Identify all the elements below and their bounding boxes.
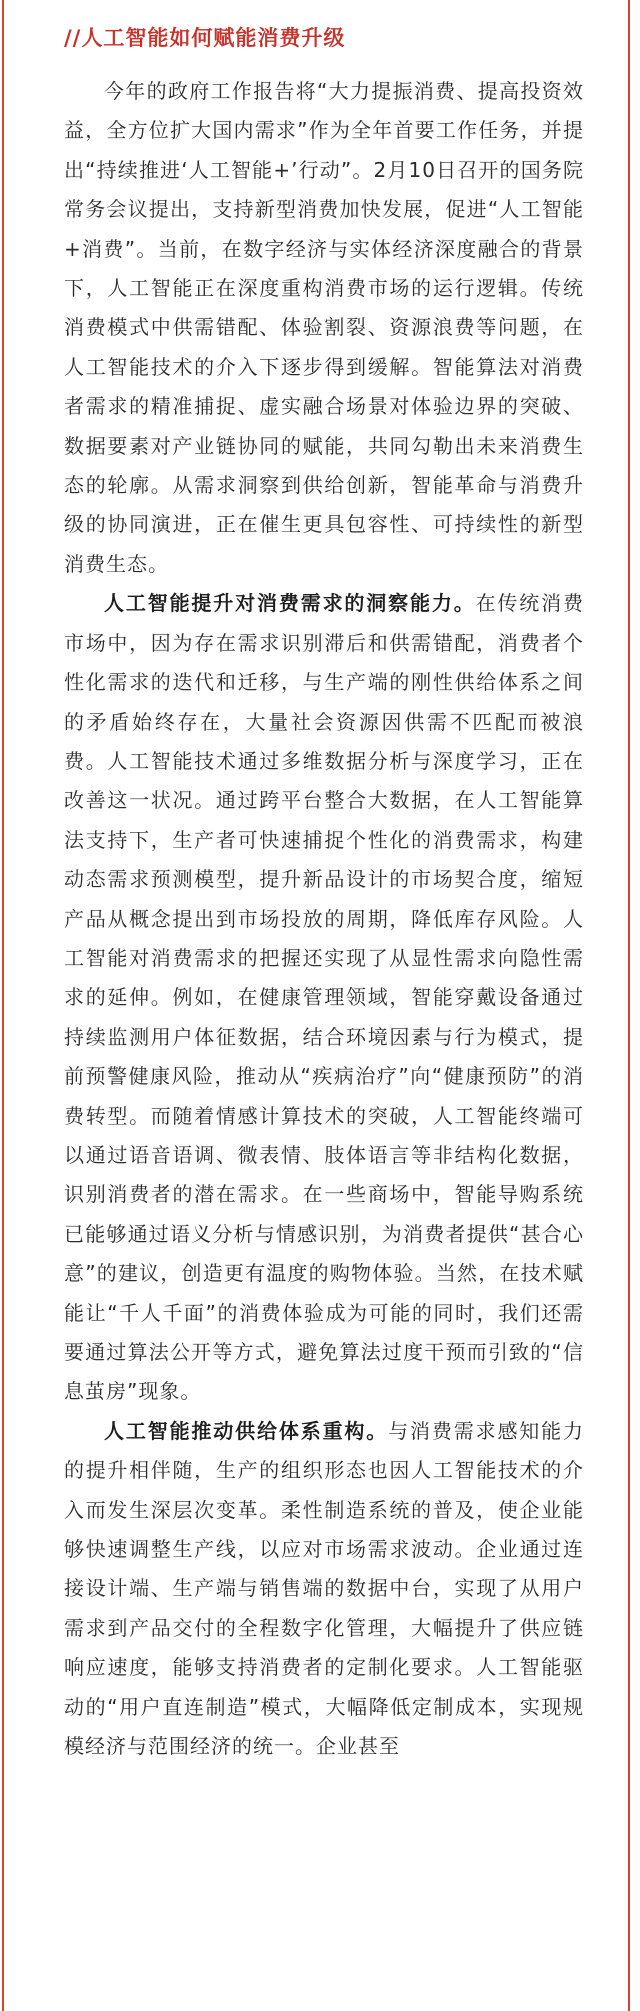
paragraph-text: 在传统消费市场中，因为存在需求识别滞后和供需错配，消费者个性化需求的迭代和迁移，与生产端的刚性供给体系之间的矛盾始终存在，大量社会资源因供需不匹配而被浪费。人工智能技术通过多维数据分析与深度学习，正在改善这一状况。通过跨平台整合大数据，在人工智能算法支持下，生产者可快速捕捉个性化的消费需求，构建动态需求预测模型，提升新品设计的市场契合度，缩短产品从概念提出到市场投放的周期，降低库存风险。人工智能对消费需求的把握还实现了从显性需求向隐性需求的延伸。例如，在健康管理领域，智能穿戴设备通过持续监测用户体征数据，结合环境因素与行为模式，提前预警健康风险，推动从“疾病治疗”向“健康预防”的消费转型。而随着情感计算技术的突破，人工智能终端可以通过语音语调、微表情、肢体语言等非结构化数据，识别消费者的潜在需求。在一些商场中，智能导购系统已能够通过语义分析与情感识别，为消费者提供“甚合心意”的建议，创造更有温度的购物体验。当然，在技术赋能让“千人千面”的消费体验成为可能的同时，我们还需要通过算法公开等方式，避免算法过度干预而引致的“信息茧房”现象。 [64, 591, 585, 1404]
paragraph-text: 与消费需求感知能力的提升相伴随，生产的组织形态也因人工智能技术的介入而发生深层次变革。柔性制造系统的普及，使企业能够快速调整生产线，以应对市场需求波动。企业通过连接设计端、生产端与销售端的数据中台，实现了从用户需求到产品交付的全程数字化管理，大幅提升了供应链响应速度，能够支持消费者的定制化要求。人工智能驱动的“用户直连制造”模式，大幅降低定制成本，实现规模经济与范围经济的统一。企业甚至 [64, 1418, 585, 1759]
paragraph-text: 今年的政府工作报告将“大力提振消费、提高投资效益，全方位扩大国内需求”作为全年首要工作任务，并提出“持续推进‘人工智能+’行动”。2月10日召开的国务院常务会议提出，支持新型消费加快发展，促进“人工智能+消费”。当前，在数字经济与实体经济深度融合的背景下，人工智能正在深度重构消费市场的运行逻辑。传统消费模式中供需错配、体验割裂、资源浪费等问题，在人工智能技术的介入下逐步得到缓解。智能算法对消费者需求的精准捕捉、虚实融合场景对体验边界的突破、数据要素对产业链协同的赋能，共同勾勒出未来消费生态的轮廓。从需求洞察到供给创新，智能革命与消费升级的协同演进，正在催生更具包容性、可持续性的新型消费生态。 [64, 79, 584, 576]
paragraph-demand-insight [64, 584, 584, 1412]
paragraph-supply-restructure [64, 1412, 584, 1767]
paragraph-lead: 人工智能提升对消费需求的洞察能力。 [104, 591, 476, 616]
paragraph-lead: 人工智能推动供给体系重构。 [104, 1418, 389, 1443]
article-body [64, 18, 584, 1766]
article-frame [2, 0, 630, 2011]
section-heading: //人工智能如何赋能消费升级 [64, 26, 346, 50]
paragraph-intro [64, 72, 584, 584]
